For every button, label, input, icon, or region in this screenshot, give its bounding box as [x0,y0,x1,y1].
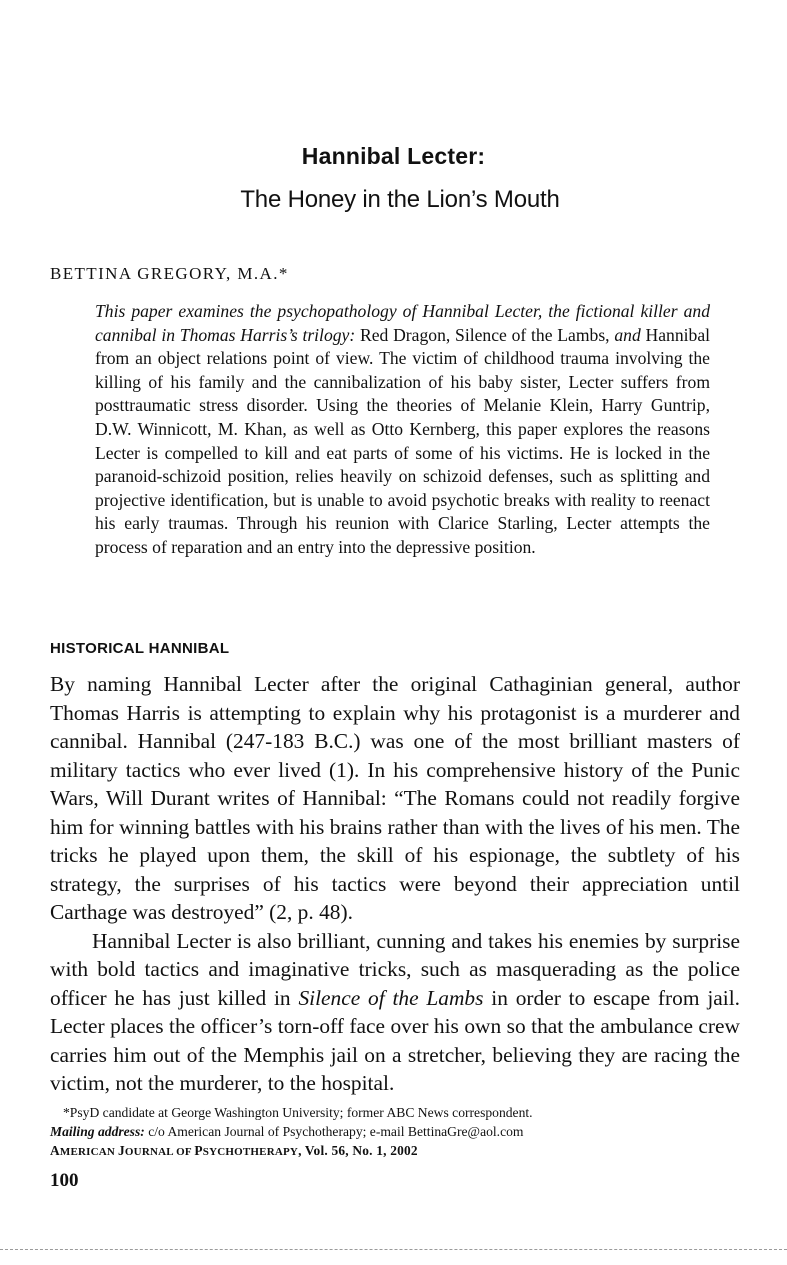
mailing-text: c/o American Journal of Psychotherapy; e-mail BettinaGre@aol.com [144,1124,524,1139]
footnote-affiliation: *PsyD candidate at George Washington University; former ABC News correspondent. [63,1105,533,1120]
article-title: Hannibal Lecter: [301,143,486,169]
abstract-italic-lead: This paper examines the psychopathology of Hannibal Lecter, the fictional killer and cannibal in Thomas Harris’s trilogy: [95,301,710,345]
journal-cap-j: J [118,1143,125,1158]
journal-citation [50,1143,418,1159]
journal-cap-p: P [194,1143,203,1158]
page-number: 100 [50,1170,79,1191]
abstract-italic-and: and [614,324,641,345]
journal-small-p: SYCHOTHERAPY [202,1146,299,1158]
body-paragraph-2 [50,927,740,1098]
abstract [95,300,710,560]
mailing-label: Mailing address: [50,1124,145,1139]
body-paragraph-2-part-a: Hannibal Lecter is also brilliant, cunning and takes his enemies by surprise with bold tactics and imaginative tricks, such as masquerading as the police officer he has just killed in [50,928,740,1010]
journal-small-a: MERICAN [59,1146,119,1158]
journal-cap-a: A [50,1143,60,1158]
body-paragraph-1: By naming Hannibal Lecter after the original Cathaginian general, author Thomas Harris is attempting to explain why his protagonist is a murderer and cannibal. Hannibal (247-183 B.C.) was one of the most brilliant masters of military tactics who ever lived (1). In his comprehensive history of the Punic Wars, Will Durant writes of Hannibal: “The Romans could not readily forgive him for winning battles with his brains rather than with the lives of his men. The tricks he played upon them, the skill of his espionage, the subtlety of his strategy, the surprises of his tactics were beyond their appreciation until Carthage was destroyed” (2, p. 48). [50,672,740,924]
footnote-mailing [50,1122,750,1141]
abstract-body: Hannibal from an object relations point of view. The victim of childhood trauma involving the killing of his family and the cannibalization of his baby sister, Lecter suffers from posttraumatic stress disorder. Using the theories of Melanie Klein, Harry Guntrip, D.W. Winnicott, M. Khan, as well as Otto Kernberg, this paper explores the reasons Lecter is compelled to kill and eat parts of some of his victims. He is locked in the paranoid-schizoid position, relies heavily on schizoid defenses, such as splitting and projective identification, but is unable to avoid psychotic breaks with reality to reenact his early traumas. Through his reunion with Clarice Starling, Lecter attempts the process of reparation and an entry into the depressive position. [95,324,711,557]
author-line: BETTINA GREGORY, M.A.* [50,264,289,283]
body-paragraph-2-italic: Silence of the Lambs [298,985,484,1010]
journal-volume: , Vol. 56, No. 1, 2002 [298,1143,418,1158]
body-text [50,670,740,1098]
journal-small-j: OURNAL OF [124,1146,195,1158]
section-heading: HISTORICAL HANNIBAL [50,640,230,657]
bottom-divider [0,1249,787,1250]
article-subtitle: The Honey in the Lion’s Mouth [240,186,560,213]
footnote [50,1103,750,1141]
body-paragraph-2-part-b: in order to escape from jail. Lecter places the officer’s torn-off face over his own so that the ambulance crew carries him out of the Memphis jail on a stretcher, believing they are racing the victim, not the murderer, to the hospital. [50,985,740,1095]
abstract-titles: Red Dragon, Silence of the Lambs, [355,324,615,345]
